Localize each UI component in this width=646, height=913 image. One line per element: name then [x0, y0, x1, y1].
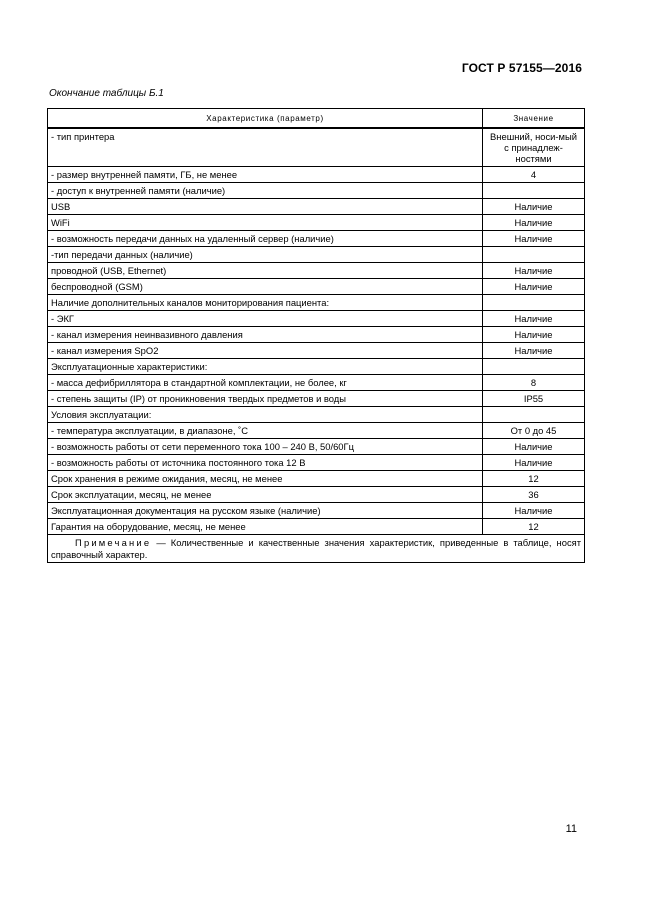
table-note	[48, 535, 585, 563]
table-row	[48, 295, 585, 311]
table-row	[48, 343, 585, 359]
parameter-cell: - масса дефибриллятора в стандартной комплектации, не более, кг	[48, 375, 483, 391]
value-cell	[483, 407, 585, 423]
table-row	[48, 503, 585, 519]
value-cell: Наличие	[483, 327, 585, 343]
table-row	[48, 311, 585, 327]
table-row	[48, 375, 585, 391]
parameter-cell: беспроводной (GSM)	[48, 279, 483, 295]
value-cell: 12	[483, 471, 585, 487]
table-row	[48, 167, 585, 183]
value-cell: 36	[483, 487, 585, 503]
table-row	[48, 128, 585, 167]
table-row	[48, 487, 585, 503]
table-row	[48, 391, 585, 407]
value-cell: Наличие	[483, 311, 585, 327]
value-cell: Наличие	[483, 199, 585, 215]
parameter-cell: - канал измерения неинвазивного давления	[48, 327, 483, 343]
parameter-cell: USB	[48, 199, 483, 215]
parameter-cell: Гарантия на оборудование, месяц, не менее	[48, 519, 483, 535]
parameter-cell: - ЭКГ	[48, 311, 483, 327]
value-cell: IP55	[483, 391, 585, 407]
parameter-cell: проводной (USB, Ethernet)	[48, 263, 483, 279]
value-cell	[483, 247, 585, 263]
value-cell: Наличие	[483, 231, 585, 247]
column-header-parameter: Характеристика (параметр)	[48, 109, 483, 129]
note-text: — Количественные и качественные значения характеристик, приведенные в таблице, носят справочный характер.	[51, 537, 581, 560]
parameter-cell: Наличие дополнительных каналов мониторирования пациента:	[48, 295, 483, 311]
table-row	[48, 199, 585, 215]
value-cell	[483, 183, 585, 199]
value-cell: Внешний, носи-мый с принадлеж-ностями	[483, 128, 585, 167]
table-header-row	[48, 109, 585, 129]
value-cell: Наличие	[483, 279, 585, 295]
table-row	[48, 231, 585, 247]
value-cell: Наличие	[483, 263, 585, 279]
table-body	[48, 128, 585, 535]
parameter-cell: - возможность работы от источника постоянного тока 12 В	[48, 455, 483, 471]
parameter-cell: - возможность передачи данных на удаленный сервер (наличие)	[48, 231, 483, 247]
value-cell: Наличие	[483, 343, 585, 359]
parameter-cell: Эксплуатационная документация на русском языке (наличие)	[48, 503, 483, 519]
parameter-cell: Эксплуатационные характеристики:	[48, 359, 483, 375]
table-row	[48, 471, 585, 487]
parameter-cell: - возможность работы от сети переменного тока 100 – 240 В, 50/60Гц	[48, 439, 483, 455]
table-caption: Окончание таблицы Б.1	[49, 88, 164, 99]
table-row	[48, 279, 585, 295]
table-row	[48, 215, 585, 231]
parameter-cell: - канал измерения SpO2	[48, 343, 483, 359]
value-cell: От 0 до 45	[483, 423, 585, 439]
table-row	[48, 423, 585, 439]
document-code: ГОСТ Р 57155—2016	[461, 61, 582, 75]
parameter-cell: Срок эксплуатации, месяц, не менее	[48, 487, 483, 503]
value-cell: 4	[483, 167, 585, 183]
parameter-cell: - степень защиты (IP) от проникновения твердых предметов и воды	[48, 391, 483, 407]
table-row	[48, 359, 585, 375]
characteristics-table	[47, 108, 585, 563]
value-cell: 12	[483, 519, 585, 535]
table-row	[48, 327, 585, 343]
parameter-cell: - температура эксплуатации, в диапазоне, ˚С	[48, 423, 483, 439]
table-row	[48, 439, 585, 455]
note-lead: Примечание	[75, 537, 152, 548]
parameter-cell: WiFi	[48, 215, 483, 231]
table-row	[48, 247, 585, 263]
value-cell: Наличие	[483, 215, 585, 231]
table-row	[48, 407, 585, 423]
parameter-cell: - размер внутренней памяти, ГБ, не менее	[48, 167, 483, 183]
table-note-row	[48, 535, 585, 563]
table-row	[48, 263, 585, 279]
value-cell: Наличие	[483, 455, 585, 471]
table-row	[48, 183, 585, 199]
parameter-cell: Срок хранения в режиме ожидания, месяц, не менее	[48, 471, 483, 487]
column-header-value: Значение	[483, 109, 585, 129]
value-cell: Наличие	[483, 503, 585, 519]
page-number: 11	[565, 823, 577, 835]
table-row	[48, 519, 585, 535]
table-row	[48, 455, 585, 471]
parameter-cell: - тип принтера	[48, 128, 483, 167]
parameter-cell: -тип передачи данных (наличие)	[48, 247, 483, 263]
parameter-cell: - доступ к внутренней памяти (наличие)	[48, 183, 483, 199]
value-cell: Наличие	[483, 439, 585, 455]
value-cell	[483, 295, 585, 311]
value-cell: 8	[483, 375, 585, 391]
parameter-cell: Условия эксплуатации:	[48, 407, 483, 423]
value-cell	[483, 359, 585, 375]
